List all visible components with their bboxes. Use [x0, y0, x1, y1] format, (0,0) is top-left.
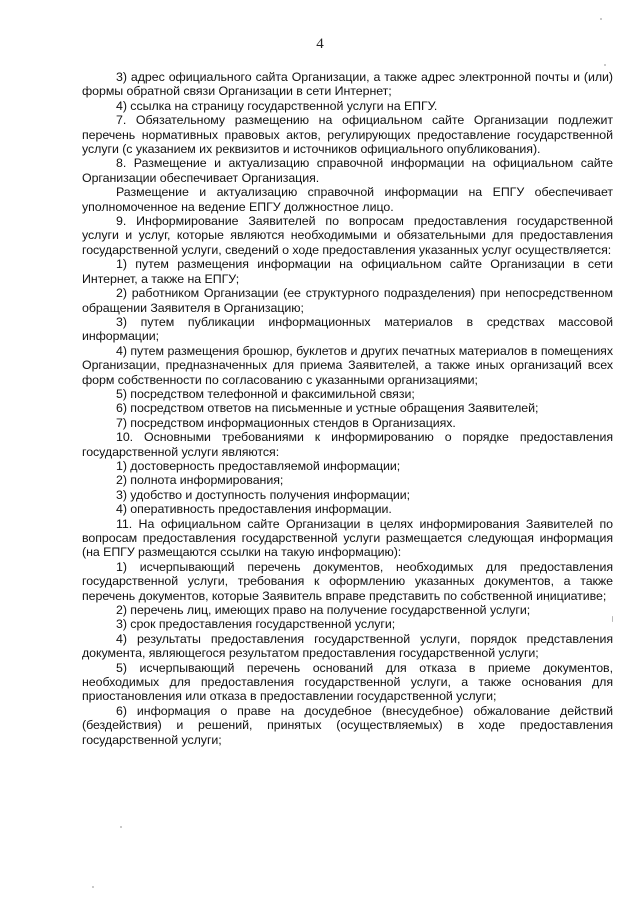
scan-speck — [92, 886, 94, 888]
list-item-informing-2: 2) работником Организации (ее структурного подразделения) при непосредственном обращении Заявителя в Организацию; — [82, 286, 613, 315]
scan-speck — [600, 18, 602, 20]
list-item-informing-4: 4) путем размещения брошюр, буклетов и других печатных материалов в помещениях Организации, предназначенных для приема Заявителей, а также иных организаций всех форм собственности по согласованию с указанными организациями; — [82, 343, 613, 387]
paragraph-epgu-info-maintenance: Размещение и актуализацию справочной информации на ЕПГУ обеспечивает уполномоченное на ведение ЕПГУ должностное лицо. — [82, 185, 613, 214]
list-item-requirement-3: 3) удобство и доступность получения информации; — [116, 487, 411, 502]
list-item-informing-3: 3) путем публикации информационных материалов в средствах массовой информации; — [82, 314, 613, 344]
document-body — [82, 70, 613, 747]
paragraph-item-4-epgu-link: 4) ссылка на страницу государственной услуги на ЕПГУ. — [116, 98, 438, 113]
list-item-informing-7: 7) посредством информационных стендов в Организациях. — [116, 415, 456, 430]
paragraph-9-informing-methods: 9. Информирование Заявителей по вопросам предоставления государственной услуги и услуг, которые являются необходимыми и обязательными для предоставления государственной услуги, сведений о ходе предоставления указанных услуг осуществляется: — [82, 214, 613, 257]
list-item-website-info-6: 6) информация о праве на досудебное (внесудебное) обжалование действий (бездействия) и решений, принятых (осуществляемых) в ходе предоставления государственной услуги; — [82, 703, 613, 747]
paragraph-7-mandatory-publication: 7. Обязательному размещению на официальном сайте Организации подлежит перечень нормативных правовых актов, регулирующих предоставление государственной услуги (с указанием их реквизитов и источников официального опубликования). — [82, 113, 613, 157]
scan-speck — [120, 826, 122, 828]
list-item-informing-6: 6) посредством ответов на письменные и устные обращения Заявителей; — [116, 401, 539, 416]
list-item-informing-1: 1) путем размещения информации на официальном сайте Организации в сети Интернет, а также на ЕПГУ; — [82, 257, 613, 286]
list-item-requirement-2: 2) полнота информирования; — [116, 473, 284, 488]
scan-speck — [604, 64, 606, 66]
page-number: 4 — [316, 36, 324, 52]
list-item-requirement-4: 4) оперативность предоставления информации. — [116, 502, 392, 517]
list-item-website-info-1: 1) исчерпывающий перечень документов, необходимых для предоставления государственной услуги, требования к оформлению указанных документов, а также перечень документов, которые Заявитель вправе представить по собственной инициативе; — [82, 559, 613, 603]
paragraph-8-website-info-maintenance: 8. Размещение и актуализацию справочной информации на официальном сайте Организации обеспечивает Организация. — [82, 156, 613, 185]
paragraph-item-3-website-address: 3) адрес официального сайта Организации, а также адрес электронной почты и (или) формы обратной связи Организации в сети Интернет; — [82, 70, 613, 99]
list-item-website-info-5: 5) исчерпывающий перечень оснований для отказа в приеме документов, необходимых для предоставления государственной услуги, а также основания для приостановления или отказа в предоставлении государственной услуги; — [82, 660, 613, 704]
list-item-website-info-2: 2) перечень лиц, имеющих право на получение государственной услуги; — [116, 603, 531, 618]
list-item-website-info-3: 3) срок предоставления государственной услуги; — [116, 617, 396, 632]
paragraph-10-requirements: 10. Основными требованиями к информированию о порядке предоставления государственной услуги являются: — [82, 430, 613, 459]
paragraph-11-website-information: 11. На официальном сайте Организации в целях информирования Заявителей по вопросам предоставления государственной услуги размещается следующая информация (на ЕПГУ размещаются ссылки на такую информацию): — [82, 516, 613, 560]
list-item-informing-5: 5) посредством телефонной и факсимильной связи; — [116, 386, 415, 401]
list-item-website-info-4: 4) результаты предоставления государственной услуги, порядок представления документа, являющегося результатом предоставления государственной услуги; — [82, 631, 613, 661]
list-item-requirement-1: 1) достоверность предоставляемой информации; — [116, 458, 401, 473]
